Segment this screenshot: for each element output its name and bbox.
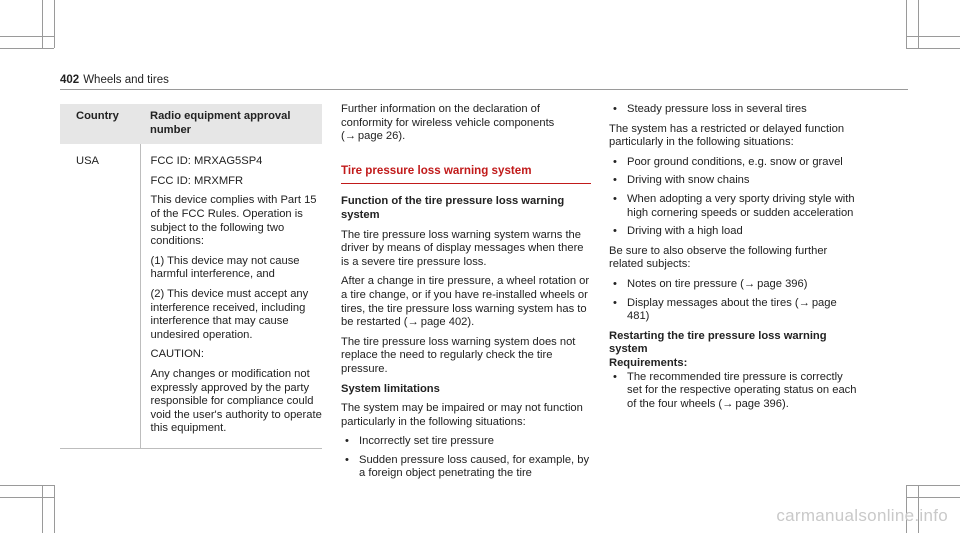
- crop-mark: [42, 485, 43, 533]
- approval-line: (2) This device must accept any interference received, including interference that may cause undesired operation.: [150, 287, 309, 341]
- section-name: Wheels and tires: [83, 74, 169, 86]
- list-item: • Display messages about the tires (→ page 481): [609, 297, 859, 324]
- crop-mark: [54, 0, 55, 48]
- watermark: carmanualsonline.info: [776, 506, 948, 525]
- requirements-list: [609, 371, 859, 412]
- subsection-title: Function of the tire pressure loss warning system: [341, 195, 565, 221]
- radio-approval-table: [60, 104, 322, 449]
- column-header-country: Country: [60, 104, 140, 144]
- section-title: Tire pressure loss warning system: [341, 164, 591, 185]
- subsection-title: System limitations: [341, 382, 440, 395]
- list-item: • Poor ground conditions, e.g. snow or gravel: [609, 156, 859, 170]
- approval-line: This device complies with Part 15 of the FCC Rules. Operation is subject to the following two conditions:: [150, 194, 317, 248]
- list-item: • When adopting a very sporty driving style with high cornering speeds or sudden acceleration: [609, 193, 859, 220]
- crop-mark: [906, 48, 960, 49]
- body-paragraph: The system may be impaired or may not function particularly in the following situations:: [341, 402, 583, 428]
- crop-mark: [0, 497, 54, 498]
- page-number: 402: [60, 74, 80, 86]
- approval-line: (1) This device may not cause harmful interference, and: [150, 254, 300, 281]
- crop-mark: [906, 36, 960, 37]
- crop-mark: [54, 485, 55, 533]
- body-paragraph: The system has a restricted or delayed function particularly in the following situations:: [609, 122, 845, 149]
- arrow-icon: →: [407, 316, 419, 329]
- page-reference-link[interactable]: page 402).: [420, 316, 475, 329]
- crop-mark: [906, 497, 960, 498]
- page-reference-link[interactable]: page 396).: [735, 397, 789, 410]
- page-reference-link[interactable]: page 481): [627, 296, 837, 323]
- crop-mark: [906, 0, 907, 48]
- limitations-list: [341, 435, 591, 481]
- approval-line: FCC ID: MRXMFR: [150, 174, 244, 187]
- crop-mark: [918, 0, 919, 48]
- crop-mark: [0, 36, 54, 37]
- body-paragraph: Be sure to also observe the following further related subjects:: [609, 244, 828, 271]
- list-item: • Driving with snow chains: [609, 174, 859, 188]
- crop-mark: [0, 485, 54, 486]
- list-item: • Notes on tire pressure (→ page 396): [609, 278, 859, 292]
- related-subjects-list: [609, 278, 859, 324]
- crop-mark: [0, 48, 54, 49]
- crop-mark: [906, 485, 960, 486]
- arrow-icon: →: [798, 296, 810, 309]
- right-column: [609, 103, 859, 417]
- arrow-icon: →: [743, 277, 756, 290]
- country-cell: USA: [60, 144, 140, 448]
- middle-column: [341, 103, 591, 487]
- body-paragraph: After a change in tire pressure, a wheel rotation or a tire change, or if you have re-installed wheels or tires, the tire pressure loss warning system has to be restarted (→ page 402).: [341, 275, 590, 329]
- column-header-approval: Radio equipment approval number: [140, 104, 322, 144]
- list-item: • Sudden pressure loss caused, for example, by a foreign object penetrating the tire: [341, 454, 591, 481]
- table-row: [60, 144, 322, 448]
- body-paragraph: The tire pressure loss warning system warns the driver by means of display messages when there is a severe tire pressure loss.: [341, 228, 584, 268]
- list-item: • Driving with a high load: [609, 225, 859, 239]
- requirements-title: Requirements:: [609, 356, 688, 369]
- page-reference-link[interactable]: page 26).: [357, 130, 406, 143]
- list-item: • Incorrectly set tire pressure: [341, 435, 591, 449]
- approval-line: CAUTION:: [150, 348, 204, 361]
- crop-mark: [42, 0, 43, 48]
- approval-line: Any changes or modification not expressly approved by the party responsible for compliance could void the user's authority to operate this equipment.: [150, 367, 322, 435]
- page-header: [60, 74, 169, 88]
- body-paragraph: The tire pressure loss warning system does not replace the need to regularly check the tire pressure.: [341, 335, 576, 375]
- subsection-title: Restarting the tire pressure loss warning system: [609, 329, 827, 356]
- approval-line: FCC ID: MRXAG5SP4: [150, 155, 263, 168]
- list-item: • Steady pressure loss in several tires: [609, 103, 859, 117]
- arrow-icon: →: [722, 397, 734, 410]
- arrow-icon: →: [344, 130, 356, 143]
- conformity-paragraph: Further information on the declaration of conformity for wireless vehicle components (→ page 26).: [341, 103, 555, 143]
- page-reference-link[interactable]: page 396): [757, 277, 808, 290]
- header-divider: [60, 89, 908, 90]
- list-item: • The recommended tire pressure is correctly set for the respective operating status on each of the four wheels (→ page 396).: [609, 371, 859, 412]
- approval-cell: [140, 144, 322, 448]
- delayed-function-list: [609, 156, 859, 239]
- limitations-list-continued: [609, 103, 859, 117]
- table-header-row: [60, 104, 322, 144]
